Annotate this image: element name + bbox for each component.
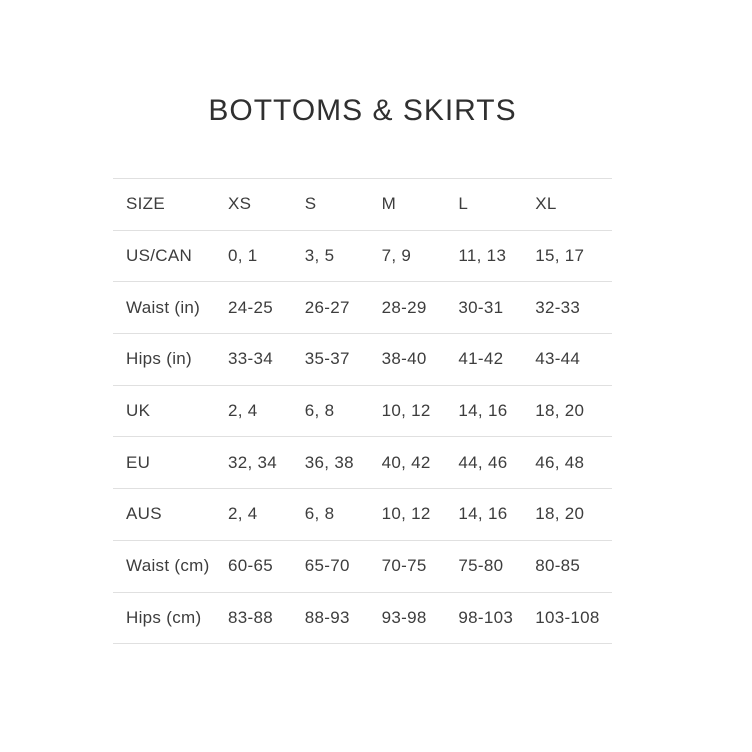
row-label: EU [113, 437, 228, 489]
table-row-waist-cm [113, 540, 612, 592]
column-header-size: SIZE [113, 179, 228, 231]
size-cell: 93-98 [382, 592, 459, 644]
size-cell: 35-37 [305, 334, 382, 386]
size-cell: 11, 13 [458, 230, 535, 282]
size-cell: 10, 12 [382, 489, 459, 541]
size-cell: 7, 9 [382, 230, 459, 282]
size-cell: 32, 34 [228, 437, 305, 489]
column-header-xs: XS [228, 179, 305, 231]
row-label: US/CAN [113, 230, 228, 282]
row-label: AUS [113, 489, 228, 541]
size-cell: 18, 20 [535, 489, 612, 541]
size-cell: 26-27 [305, 282, 382, 334]
table-row-uk [113, 385, 612, 437]
column-header-l: L [458, 179, 535, 231]
table-row-aus [113, 489, 612, 541]
size-cell: 38-40 [382, 334, 459, 386]
size-cell: 36, 38 [305, 437, 382, 489]
size-cell: 98-103 [458, 592, 535, 644]
table-row-us-can [113, 230, 612, 282]
size-cell: 18, 20 [535, 385, 612, 437]
size-cell: 24-25 [228, 282, 305, 334]
table-row-eu [113, 437, 612, 489]
size-cell: 70-75 [382, 540, 459, 592]
row-label: UK [113, 385, 228, 437]
size-cell: 103-108 [535, 592, 612, 644]
row-label: Hips (cm) [113, 592, 228, 644]
column-header-xl: XL [535, 179, 612, 231]
size-cell: 3, 5 [305, 230, 382, 282]
size-cell: 15, 17 [535, 230, 612, 282]
table-row-hips-in [113, 334, 612, 386]
row-label: Waist (in) [113, 282, 228, 334]
size-cell: 40, 42 [382, 437, 459, 489]
size-cell: 10, 12 [382, 385, 459, 437]
size-cell: 33-34 [228, 334, 305, 386]
size-cell: 46, 48 [535, 437, 612, 489]
size-cell: 14, 16 [458, 385, 535, 437]
size-cell: 60-65 [228, 540, 305, 592]
size-cell: 6, 8 [305, 385, 382, 437]
header-row [113, 179, 612, 231]
size-cell: 43-44 [535, 334, 612, 386]
row-label: Hips (in) [113, 334, 228, 386]
size-cell: 0, 1 [228, 230, 305, 282]
size-cell: 32-33 [535, 282, 612, 334]
column-header-s: S [305, 179, 382, 231]
size-cell: 80-85 [535, 540, 612, 592]
size-cell: 6, 8 [305, 489, 382, 541]
size-cell: 28-29 [382, 282, 459, 334]
size-cell: 30-31 [458, 282, 535, 334]
table-row-waist-in [113, 282, 612, 334]
row-label: Waist (cm) [113, 540, 228, 592]
size-chart-table [113, 178, 612, 644]
page-title: BOTTOMS & SKIRTS [208, 94, 517, 127]
size-cell: 65-70 [305, 540, 382, 592]
size-cell: 2, 4 [228, 385, 305, 437]
size-cell: 75-80 [458, 540, 535, 592]
column-header-m: M [382, 179, 459, 231]
size-cell: 88-93 [305, 592, 382, 644]
size-cell: 2, 4 [228, 489, 305, 541]
size-cell: 44, 46 [458, 437, 535, 489]
size-cell: 14, 16 [458, 489, 535, 541]
size-cell: 41-42 [458, 334, 535, 386]
table-row-hips-cm [113, 592, 612, 644]
size-cell: 83-88 [228, 592, 305, 644]
